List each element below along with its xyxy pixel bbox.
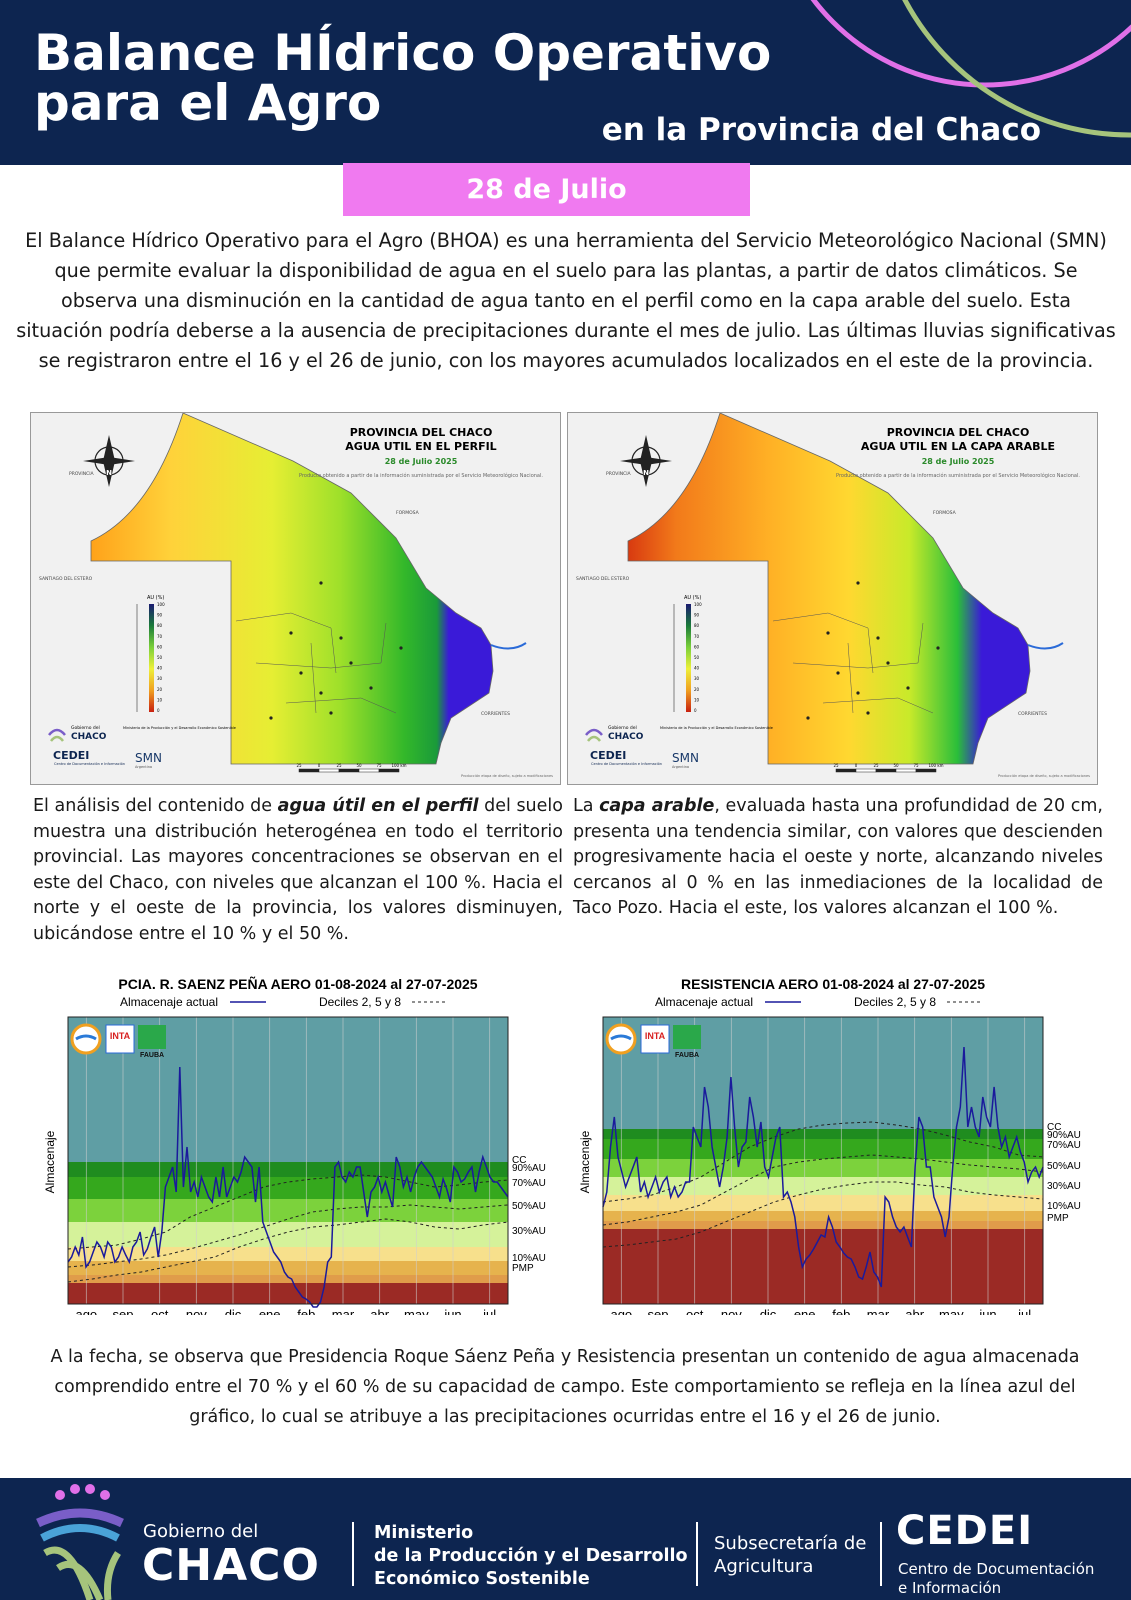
legend-tick: 0 xyxy=(157,708,160,713)
date-banner: 28 de Julio xyxy=(343,163,750,216)
band-pmp xyxy=(603,1221,1043,1229)
svg-text:N: N xyxy=(106,469,112,477)
legend-actual-label: Almacenaje actual xyxy=(119,995,218,1009)
scale-bar-segment xyxy=(339,769,359,772)
legend-tick: 40 xyxy=(694,665,700,671)
month-label: nov xyxy=(720,1307,742,1315)
legend-tick: 100 xyxy=(694,602,702,607)
legend-tick: 80 xyxy=(694,623,700,629)
band-label: PMP xyxy=(1047,1213,1069,1224)
legend-tick: 10 xyxy=(157,697,163,703)
band-70 xyxy=(68,1199,508,1222)
month-label: ene xyxy=(258,1307,281,1315)
band-30 xyxy=(68,1247,508,1261)
map-title-line-1: PROVINCIA DEL CHACO xyxy=(886,426,1030,439)
legend-tick: 40 xyxy=(157,665,163,671)
locality-dot xyxy=(826,631,829,634)
band-label: 30%AU xyxy=(1047,1181,1081,1192)
legend-tick: 90 xyxy=(157,612,163,618)
perfil-text-bold: agua útil en el perfil xyxy=(277,796,479,816)
map-credit: Producción etapa de diseño, sujeto a modificaciones xyxy=(461,774,553,778)
legend-actual-label: Almacenaje actual xyxy=(654,995,753,1009)
footer-cedei-sub xyxy=(898,1560,1094,1598)
locality-dot xyxy=(319,691,322,694)
scale-label: 75 xyxy=(376,763,382,768)
scale-bar-segment xyxy=(876,769,896,772)
map-title-line-2: AGUA UTIL EN LA CAPA ARABLE xyxy=(860,440,1056,453)
locality-dot xyxy=(836,671,839,674)
compass-rose-icon xyxy=(83,435,135,487)
y-axis-label: Almacenaje xyxy=(578,1130,592,1194)
band-label: CC xyxy=(512,1155,527,1166)
map-date: 28 de Julio 2025 xyxy=(921,457,995,466)
neighbor-label: FORMOSA xyxy=(933,511,956,516)
footer-subsecretaria-line: Subsecretaría de xyxy=(714,1533,867,1554)
legend-tick: 10 xyxy=(694,697,700,703)
locality-dot xyxy=(856,581,859,584)
neighbor-label: PROVINCIA xyxy=(606,472,631,477)
scale-bar-segment xyxy=(856,769,876,772)
map-credit: Producción etapa de diseño, sujeto a modificaciones xyxy=(998,774,1090,778)
legend-tick: 80 xyxy=(157,623,163,629)
smn-logo-sub: Argentina xyxy=(135,765,153,769)
neighbor-label: FORMOSA xyxy=(396,511,419,516)
chaco-logo-icon xyxy=(30,1478,140,1600)
month-label: nov xyxy=(185,1307,207,1315)
scale-label: 25 xyxy=(833,763,839,768)
perfil-description xyxy=(33,794,563,947)
legend-tick: 50 xyxy=(694,655,700,660)
month-label: dic xyxy=(759,1307,777,1315)
locality-dot xyxy=(289,631,292,634)
footer-ministerio-line: Ministerio xyxy=(374,1523,474,1543)
svg-text:Gobierno del: Gobierno del xyxy=(71,726,100,731)
intro-paragraph: El Balance Hídrico Operativo para el Agro (BHOA) es una herramienta del Servicio Meteorológico Nacional (SMN) que permite evaluar la disponibilidad de agua en el suelo para las plantas, a partir de datos climáticos. Se observa una disminución en la cantidad de agua tanto en el perfil como en la capa arable del suelo. Esta situación podría deberse a la ausencia de precipitaciones durante el mes de julio. Las últimas lluvias significativas se registraron entre el 16 y el 26 de junio, con los mayores acumulados localizados en el este de la provincia. xyxy=(16,229,1116,372)
band-label: 70%AU xyxy=(512,1178,546,1189)
title-line-1: Balance HÍdrico Operativo xyxy=(34,24,772,82)
footer-divider xyxy=(880,1522,882,1586)
neighbor-label: CORRIENTES xyxy=(1018,712,1047,717)
month-label: oct xyxy=(150,1307,169,1315)
scale-label: 50 xyxy=(893,763,899,768)
band-70 xyxy=(603,1159,1043,1177)
month-label: jul xyxy=(483,1307,497,1315)
neighbor-label: CORRIENTES xyxy=(481,712,510,717)
legend-tick: 70 xyxy=(157,633,163,639)
legend-tick: 100 xyxy=(157,602,165,607)
scale-bar-segment xyxy=(836,769,856,772)
legend-colorbar xyxy=(686,604,691,712)
month-label: feb xyxy=(297,1307,316,1315)
legend-tick: 70 xyxy=(694,633,700,639)
chart-resistencia xyxy=(573,975,1093,1319)
scale-bar-segment xyxy=(896,769,916,772)
scale-bar-segment xyxy=(359,769,379,772)
smn-logo: SMN xyxy=(135,751,162,765)
band-label: 30%AU xyxy=(512,1226,546,1237)
footer-subsecretaria xyxy=(714,1532,866,1578)
fauba-logo: FAUBA xyxy=(139,1052,165,1059)
locality-dot xyxy=(936,646,939,649)
footer-ministerio-line: Económico Sostenible xyxy=(374,1569,590,1589)
map-svg xyxy=(31,413,560,784)
map-svg xyxy=(568,413,1097,784)
month-label: jun xyxy=(979,1307,997,1315)
locality-dot xyxy=(866,711,869,714)
locality-dot xyxy=(806,716,809,719)
legend-tick: 30 xyxy=(694,676,700,682)
locality-dot xyxy=(299,671,302,674)
band-50 xyxy=(68,1222,508,1247)
month-label: ago xyxy=(75,1307,98,1315)
locality-dot xyxy=(329,711,332,714)
scale-label: 25 xyxy=(296,763,302,768)
scale-label: 75 xyxy=(913,763,919,768)
inta-logo: INTA xyxy=(644,1031,666,1041)
locality-dot xyxy=(339,636,342,639)
river xyxy=(491,643,526,649)
scale-label: 100 km xyxy=(391,763,407,768)
capa-text-pre: La xyxy=(573,796,600,816)
month-label: jul xyxy=(1018,1307,1032,1315)
legend-title: AU (%) xyxy=(147,595,165,601)
inta-logo: INTA xyxy=(109,1031,131,1041)
compass-rose-icon xyxy=(620,435,672,487)
cedei-logo-sub: Centro de Documentación e Información xyxy=(591,762,663,766)
locality-dot xyxy=(269,716,272,719)
scale-bar-segment xyxy=(299,769,319,772)
scale-bar-segment xyxy=(379,769,399,772)
chart-saenz-pena xyxy=(38,975,558,1319)
header-banner xyxy=(0,0,1131,165)
month-label: oct xyxy=(685,1307,704,1315)
perfil-text-post: del suelo muestra una distribución heterogénea en todo el territorio provincial. Las mayores concentraciones se observan en el este del Chaco, con niveles que alcanzan el 100 %. Hacia el norte y el oeste de la provincia, los valores disminuyen, ubicándose entre el 10 % y el 50 %. xyxy=(33,796,563,944)
band-label: 10%AU xyxy=(1047,1201,1081,1212)
band-label: 50%AU xyxy=(512,1201,546,1212)
band-cc xyxy=(68,1162,508,1177)
month-label: jun xyxy=(444,1307,462,1315)
band-label: PMP xyxy=(512,1263,534,1274)
svg-text:N: N xyxy=(643,469,649,477)
month-label: abr xyxy=(370,1307,390,1315)
chart-title: PCIA. R. SAENZ PEÑA AERO 01-08-2024 al 27-07-2025 xyxy=(118,976,478,992)
cedei-logo-sub: Centro de Documentación e Información xyxy=(54,762,126,766)
svg-text:Ministerio de la Producción y: Ministerio de la Producción y el Desarrollo Económico Sostenible xyxy=(123,726,236,730)
scale-label: 25 xyxy=(873,763,879,768)
map-note: Producto obtenido a partir de la información suministrada por el Servicio Meteorológico Nacional. xyxy=(299,473,543,479)
legend-tick: 20 xyxy=(157,686,163,692)
map-date: 28 de Julio 2025 xyxy=(384,457,458,466)
footer-divider xyxy=(696,1522,698,1586)
locality-dot xyxy=(349,661,352,664)
legend-tick: 90 xyxy=(694,612,700,618)
chart-svg xyxy=(573,975,1093,1315)
river xyxy=(1028,643,1063,649)
cedei-logo: CEDEI xyxy=(53,749,90,762)
map-capa-arable xyxy=(567,412,1098,785)
legend-deciles-label: Deciles 2, 5 y 8 xyxy=(318,995,401,1009)
neighbor-label: SANTIAGO DEL ESTERO xyxy=(576,577,630,582)
footer-ministerio xyxy=(374,1522,688,1591)
month-label: dic xyxy=(224,1307,242,1315)
gobierno-chaco-logo xyxy=(586,725,773,742)
scale-bar-segment xyxy=(916,769,936,772)
locality-dot xyxy=(319,581,322,584)
footer-gobierno-label: Gobierno del xyxy=(143,1521,259,1542)
legend-title: AU (%) xyxy=(684,595,702,601)
footer-cedei-label: CEDEI xyxy=(896,1508,1034,1554)
month-label: may xyxy=(939,1307,964,1315)
month-label: mar xyxy=(331,1307,355,1315)
neighbor-label: SANTIAGO DEL ESTERO xyxy=(39,577,93,582)
title-line-2: para el Agro xyxy=(34,74,382,132)
locality-dot xyxy=(886,661,889,664)
smn-logo-sub: Argentina xyxy=(672,765,690,769)
scale-bar-segment xyxy=(319,769,339,772)
band-label: 50%AU xyxy=(1047,1161,1081,1172)
band-label: CC xyxy=(1047,1122,1062,1133)
map-perfil xyxy=(30,412,561,785)
band-label: 70%AU xyxy=(1047,1140,1081,1151)
legend-tick: 30 xyxy=(157,676,163,682)
page-subtitle: en la Provincia del Chaco xyxy=(601,112,1041,148)
locality-dot xyxy=(906,686,909,689)
svg-text:Ministerio de la Producción y: Ministerio de la Producción y el Desarrollo Económico Sostenible xyxy=(660,726,773,730)
month-label: mar xyxy=(866,1307,890,1315)
band-90 xyxy=(603,1139,1043,1159)
month-label: abr xyxy=(905,1307,925,1315)
legend-tick: 20 xyxy=(694,686,700,692)
band-10 xyxy=(603,1211,1043,1221)
band-30 xyxy=(603,1195,1043,1211)
legend-tick: 60 xyxy=(694,644,700,650)
legend-tick: 50 xyxy=(157,655,163,660)
month-label: sep xyxy=(112,1307,134,1315)
footer-cedei-sub-line: e Información xyxy=(898,1579,1002,1597)
svg-text:CHACO: CHACO xyxy=(608,732,644,742)
month-label: feb xyxy=(832,1307,851,1315)
map-title-line-1: PROVINCIA DEL CHACO xyxy=(349,426,493,439)
cedei-logo: CEDEI xyxy=(590,749,627,762)
smn-logo: SMN xyxy=(672,751,699,765)
gobierno-chaco-logo xyxy=(49,725,236,742)
month-label: may xyxy=(404,1307,429,1315)
svg-text:Gobierno del: Gobierno del xyxy=(608,726,637,731)
locality-dot xyxy=(876,636,879,639)
capa-text-post: , evaluada hasta una profundidad de 20 cm, presenta una tendencia similar, con valores que descienden progresivamente hacia el oeste y norte, alcanzando niveles cercanos al 0 % en las inmediaciones de la localidad de Taco Pozo. Hacia el este, los valores alcanzan el 100 %. xyxy=(573,796,1103,918)
legend-tick: 0 xyxy=(694,708,697,713)
svg-text:CHACO: CHACO xyxy=(71,732,107,742)
scale-label: 50 xyxy=(356,763,362,768)
fauba-logo: FAUBA xyxy=(674,1052,700,1059)
chart-svg xyxy=(38,975,558,1315)
scale-label: 100 km xyxy=(928,763,944,768)
scale-label: 0 xyxy=(854,763,858,768)
legend-deciles-label: Deciles 2, 5 y 8 xyxy=(853,995,936,1009)
footer xyxy=(0,1478,1131,1600)
band-label: 90%AU xyxy=(1047,1130,1081,1141)
perfil-text-pre: El análisis del contenido de xyxy=(33,796,278,816)
legend-colorbar xyxy=(149,604,154,712)
neighbor-label: PROVINCIA xyxy=(69,472,94,477)
scale-label: 25 xyxy=(336,763,342,768)
map-title-line-2: AGUA UTIL EN EL PERFIL xyxy=(345,440,497,453)
footer-cedei-sub-line: Centro de Documentación xyxy=(898,1560,1095,1578)
chart-title: RESISTENCIA AERO 01-08-2024 al 27-07-2025 xyxy=(681,976,985,992)
footer-divider xyxy=(352,1522,354,1586)
conclusion-paragraph: A la fecha, se observa que Presidencia Roque Sáenz Peña y Resistencia presentan un contenido de agua almacenada comprendido entre el 70 % y el 60 % de su capacidad de campo. Este comportamiento se refleja en la línea azul del gráfico, lo cual se atribuye a las precipitaciones ocurridas entre el 16 y el 26 de junio. xyxy=(50,1347,1080,1427)
band-label: 90%AU xyxy=(512,1163,546,1174)
footer-ministerio-line: de la Producción y el Desarrollo xyxy=(374,1546,688,1566)
scale-label: 0 xyxy=(317,763,321,768)
capa-text-bold: capa arable xyxy=(599,796,715,816)
locality-dot xyxy=(856,691,859,694)
month-label: ago xyxy=(610,1307,633,1315)
y-axis-label: Almacenaje xyxy=(43,1130,57,1194)
map-note: Producto obtenido a partir de la información suministrada por el Servicio Meteorológico Nacional. xyxy=(836,473,1080,479)
legend-tick: 60 xyxy=(157,644,163,650)
locality-dot xyxy=(369,686,372,689)
locality-dot xyxy=(399,646,402,649)
month-label: sep xyxy=(647,1307,669,1315)
month-label: ene xyxy=(793,1307,816,1315)
capa-arable-description xyxy=(573,794,1103,922)
band-label: 10%AU xyxy=(512,1253,546,1264)
footer-subsecretaria-line: Agricultura xyxy=(714,1556,814,1577)
band-below-pmp xyxy=(68,1283,508,1304)
footer-chaco-label: CHACO xyxy=(142,1540,320,1591)
